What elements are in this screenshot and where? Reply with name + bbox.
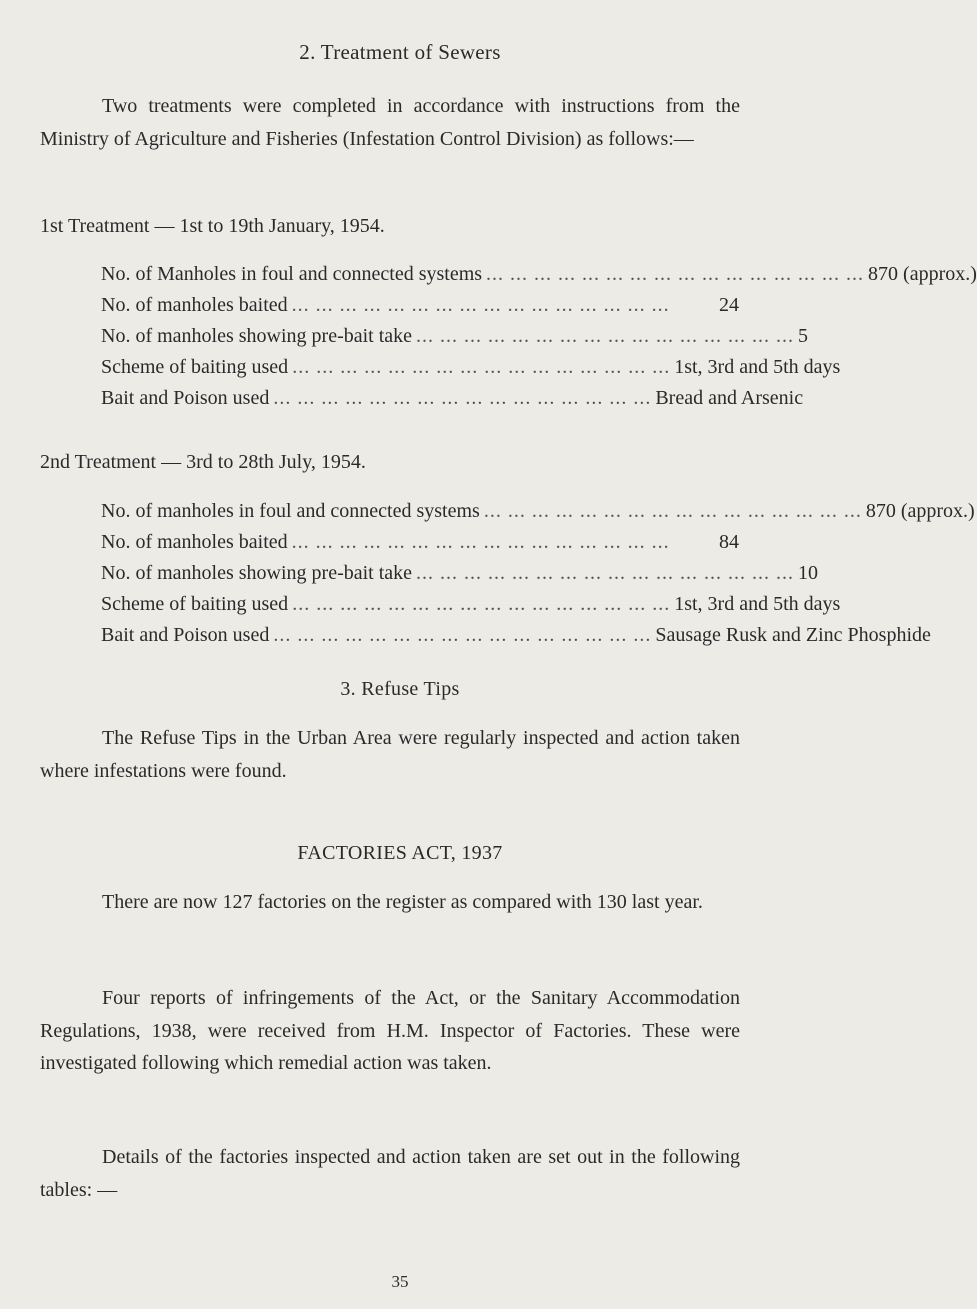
row-label: No. of manholes baited xyxy=(101,531,288,553)
refuse-tips-paragraph: The Refuse Tips in the Urban Area were regularly inspected and action taken where infestations were found. xyxy=(40,727,740,782)
row-label: No. of manholes showing pre-bait take xyxy=(101,562,413,584)
treatment1-row xyxy=(101,325,809,355)
treatment1-row xyxy=(101,263,977,293)
leader-dots: ... ... ... ... ... ... ... ... ... ... ... ... ... ... ... ... xyxy=(486,263,865,285)
page-number: 35 xyxy=(391,1272,409,1291)
row-value: 24 xyxy=(719,294,739,316)
factories-act-heading: FACTORIES ACT, 1937 xyxy=(297,842,503,864)
row-value: 870 (approx.) xyxy=(868,263,977,285)
row-label: No. of Manholes in foul and connected systems xyxy=(101,263,483,285)
leader-dots: ... ... ... ... ... ... ... ... ... ... ... ... ... ... ... ... xyxy=(291,294,670,316)
row-value: 84 xyxy=(719,531,739,553)
section-heading-refuse-tips: 3. Refuse Tips xyxy=(340,678,460,700)
leader-dots: ... ... ... ... ... ... ... ... ... ... ... ... ... ... ... ... xyxy=(416,562,795,584)
treatment2-row xyxy=(101,500,975,530)
row-value: Sausage Rusk and Zinc Phosphide xyxy=(655,624,931,646)
row-value: 10 xyxy=(798,562,819,584)
row-value: 870 (approx.) xyxy=(865,500,975,522)
treatment1-title: 1st Treatment — 1st to 19th January, 1954. xyxy=(40,215,385,237)
factories-paragraph-3: Details of the factories inspected and action taken are set out in the following tables: — xyxy=(40,1146,740,1201)
treatment2-row xyxy=(101,531,739,561)
leader-dots: ... ... ... ... ... ... ... ... ... ... ... ... ... ... ... ... xyxy=(416,325,795,347)
row-label: No. of manholes in foul and connected systems xyxy=(101,500,480,522)
row-value: 5 xyxy=(798,325,809,347)
treatment1-row xyxy=(101,356,841,386)
row-label: Scheme of baiting used xyxy=(101,356,289,378)
row-label: Scheme of baiting used xyxy=(101,593,289,615)
treatment2-row xyxy=(101,624,931,654)
leader-dots: ... ... ... ... ... ... ... ... ... ... ... ... ... ... ... ... xyxy=(292,593,671,615)
factories-paragraph-2: Four reports of infringements of the Act, or the Sanitary Accommodation Regulations, 1938, were received from H.M. Inspector of Factories. These were investigated following which remedial action was taken. xyxy=(40,987,740,1074)
leader-dots: ... ... ... ... ... ... ... ... ... ... ... ... ... ... ... ... xyxy=(483,500,862,522)
row-label: Bait and Poison used xyxy=(101,387,270,409)
row-value: 1st, 3rd and 5th days xyxy=(674,593,841,615)
leader-dots: ... ... ... ... ... ... ... ... ... ... ... ... ... ... ... ... xyxy=(292,356,671,378)
leader-dots: ... ... ... ... ... ... ... ... ... ... ... ... ... ... ... ... xyxy=(291,531,670,553)
leader-dots: ... ... ... ... ... ... ... ... ... ... ... ... ... ... ... ... xyxy=(273,387,652,409)
row-value: Bread and Arsenic xyxy=(655,387,804,409)
row-label: No. of manholes showing pre-bait take xyxy=(101,325,413,347)
treatment2-row xyxy=(101,593,841,623)
factories-paragraph-1: There are now 127 factories on the register as compared with 130 last year. xyxy=(102,891,703,913)
row-label: Bait and Poison used xyxy=(101,624,270,646)
leader-dots: ... ... ... ... ... ... ... ... ... ... ... ... ... ... ... ... xyxy=(273,624,652,646)
treatment1-row xyxy=(101,294,739,324)
treatment2-title: 2nd Treatment — 3rd to 28th July, 1954. xyxy=(40,451,366,473)
treatment1-row xyxy=(101,387,804,417)
intro-paragraph: Two treatments were completed in accordance with instructions from the Ministry of Agriculture and Fisheries (Infestation Control Division) as follows:— xyxy=(40,95,740,150)
row-value: 1st, 3rd and 5th days xyxy=(674,356,841,378)
treatment2-row xyxy=(101,562,819,592)
row-label: No. of manholes baited xyxy=(101,294,288,316)
section-heading-treatment-of-sewers: 2. Treatment of Sewers xyxy=(299,40,501,64)
